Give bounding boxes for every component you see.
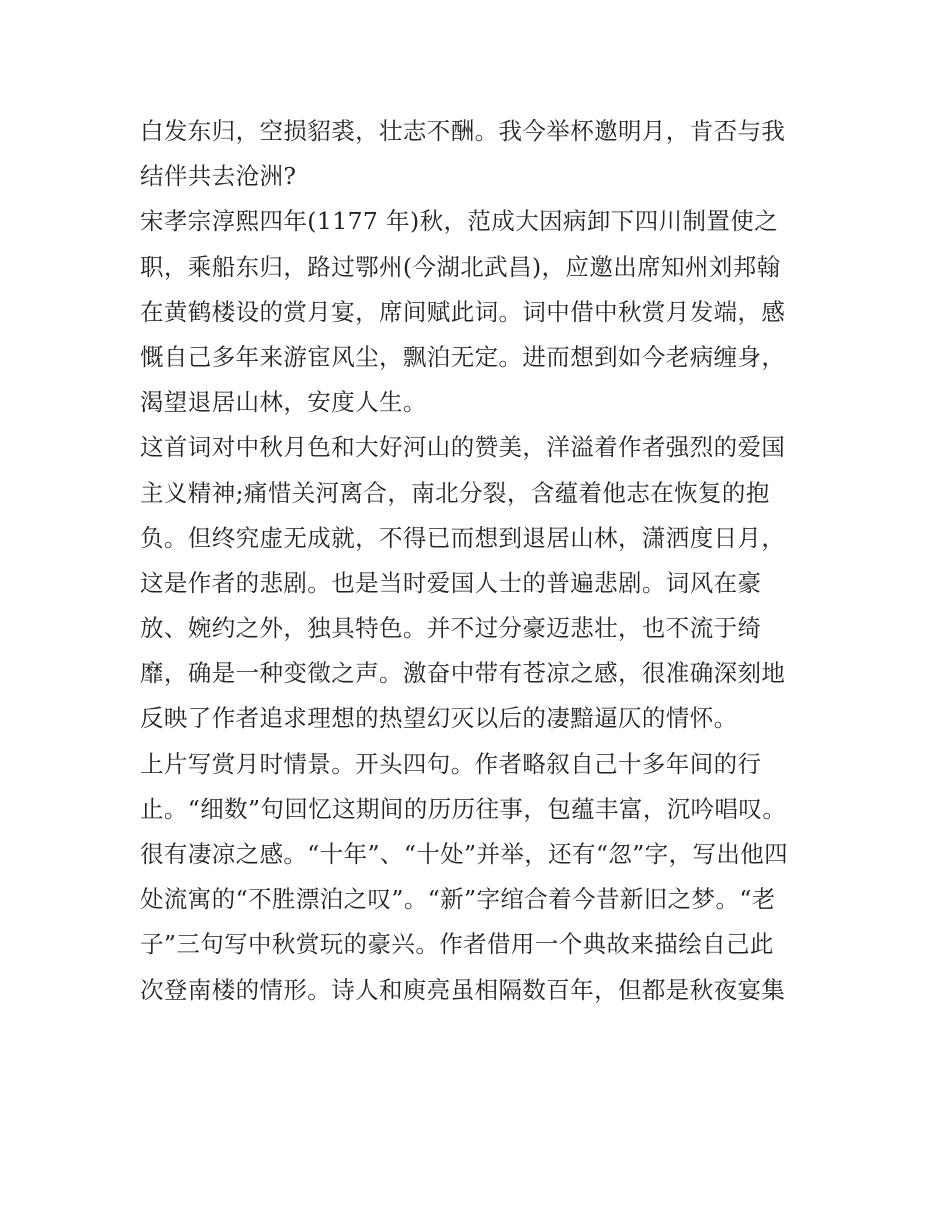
text-line: 在黄鹤楼设的赏月宴，席间赋此词。词中借中秋赏月发端，感 [140, 297, 786, 326]
text-line: 反映了作者追求理想的热望幻灭以后的凄黯逼仄的情怀。 [140, 704, 738, 733]
text-line: 很有凄凉之感。“十年”、“十处”并举，还有“忽”字，写出他四 [140, 840, 789, 868]
text-line: 职，乘船东归，路过鄂州(今湖北武昌)，应邀出席知州刘邦翰 [140, 252, 781, 281]
text-line: 主义精神;痛惜关河离合，南北分裂，含蕴着他志在恢复的抱 [140, 478, 770, 507]
text-line: 处流寓的“不胜漂泊之叹”。“新”字绾合着今昔新旧之梦。“老 [140, 885, 776, 914]
text-line: 负。但终究虚无成就，不得已而想到退居山林，潇洒度日月， [140, 523, 786, 552]
text-line: 放、婉约之外，独具特色。并不过分豪迈悲壮，也不流于绮 [140, 614, 762, 643]
text-line: 子”三句写中秋赏玩的豪兴。作者借用一个典故来描绘自己此 [140, 930, 774, 959]
text-line: 靡，确是一种变徵之声。激奋中带有苍凉之感，很准确深刻地 [140, 659, 786, 688]
text-line: 白发东归，空损貂裘，壮志不酬。我今举杯邀明月，肯否与我 [140, 117, 786, 145]
text-line: 结伴共去沧洲? [140, 162, 297, 191]
text-line: 这首词对中秋月色和大好河山的赞美，洋溢着作者强烈的爱国 [140, 433, 786, 462]
body-text [140, 109, 820, 1013]
text-line: 宋孝宗淳熙四年(1177 年)秋，范成大因病卸下四川制置使之 [140, 207, 779, 236]
text-line: 次登南楼的情形。诗人和庾亮虽相隔数百年，但都是秋夜宴集 [140, 975, 786, 1004]
text-line: 慨自己多年来游宦风尘，飘泊无定。进而想到如今老病缠身， [140, 342, 786, 371]
text-line: 上片写赏月时情景。开头四句。作者略叙自己十多年间的行 [140, 749, 762, 778]
text-line: 渴望退居山林，安度人生。 [140, 388, 427, 417]
text-line: 止。“细数”句回忆这期间的历历往事，包蕴丰富，沉吟唱叹。 [140, 794, 787, 823]
text-line: 这是作者的悲剧。也是当时爱国人士的普遍悲剧。词风在豪 [140, 568, 762, 597]
